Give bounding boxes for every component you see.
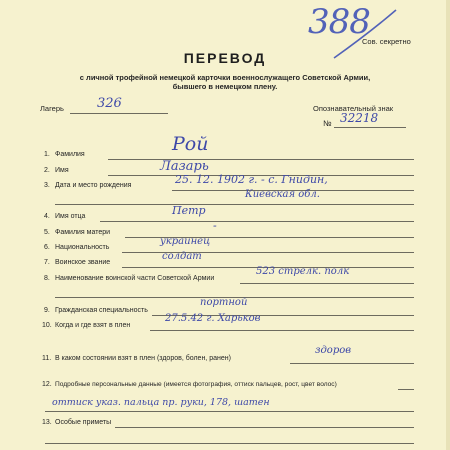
field-1-label: Фамилия [55,151,85,158]
field-7-label: Воинское звание [55,259,111,266]
field-13-label: Особые приметы [55,419,112,426]
birth-place-region-value: Киевская обл. [245,189,320,200]
field-2-label: Имя [55,167,69,174]
camp-value: 326 [97,96,122,111]
capture-condition-value: здоров [315,345,352,356]
classification-label: Сов. секретно [362,37,411,46]
field-5-label: Фамилия матери [55,229,111,236]
field-3-number: 3. [44,182,50,189]
personal-details-value: оттиск указ. пальца пр. руки, 178, шатен [52,397,270,408]
field-13-rule [115,427,414,428]
field-10-number: 10. [42,322,52,329]
field-10-rule [150,330,414,331]
field-8-label: Наименование воинской части Советской Армии [55,275,215,282]
id-number-value: 32218 [340,111,379,125]
strike-mark [330,8,400,63]
field-8-rule [240,283,414,284]
document-title: ПЕРЕВОД [183,50,267,66]
field-6-label: Национальность [55,244,110,251]
field-12-rule-2 [45,411,414,412]
military-rank-value: солдат [162,251,202,262]
field-12-number: 12. [42,381,52,388]
camp-rule [70,113,168,114]
field-4-rule [100,221,414,222]
field-3-label: Дата и место рождения [55,182,132,189]
field-3-rule-2 [55,204,414,205]
field-1-number: 1. [44,151,50,158]
field-13-number: 13. [42,419,52,426]
mother-surname-value: - [213,219,217,232]
document-subtitle-line1: с личной трофейной немецкой карточки военнослужащего Советской Армии, [79,73,371,82]
father-name-value: Петр [172,204,206,217]
field-12-rule [398,389,414,390]
field-2-number: 2. [44,167,50,174]
first-name-value: Лазарь [160,159,209,174]
field-8-number: 8. [44,275,50,282]
birth-date-place-value: 25. 12. 1902 г. - с. Гнидин, [175,173,328,186]
camp-label: Лагерь [40,104,64,113]
nationality-value: украинец [160,236,211,247]
bottom-rule [45,443,414,444]
id-tag-label: Опознавательный знак [313,104,394,113]
document-subtitle-line2: бывшего в немецком плену. [172,82,278,91]
id-number-prefix: № [323,119,332,128]
field-7-number: 7. [44,259,50,266]
capture-date-place-value: 27.5.42 г. Харьков [165,313,261,324]
field-9-number: 9. [44,307,50,314]
field-12-label: Подробные персональные данные (имеется фотография, оттиск пальцев, рост, цвет волос) [55,381,337,388]
military-unit-value: 523 стрелк. полк [256,266,350,277]
surname-value: Рой [172,133,209,155]
page-edge [446,0,450,450]
field-9-label: Гражданская специальность [55,307,148,314]
field-6-number: 6. [44,244,50,251]
stamp-number: 388 [308,2,370,42]
field-1-rule [108,159,414,160]
field-11-number: 11. [42,355,52,362]
civil-profession-value: портной [200,297,248,308]
field-10-label: Когда и где взят в плен [55,322,131,329]
id-number-rule [334,127,406,128]
field-11-label: В каком состоянии взят в плен (здоров, болен, ранен) [55,355,231,362]
field-11-rule [290,363,414,364]
field-4-number: 4. [44,213,50,220]
field-5-number: 5. [44,229,50,236]
field-4-label: Имя отца [55,213,86,220]
